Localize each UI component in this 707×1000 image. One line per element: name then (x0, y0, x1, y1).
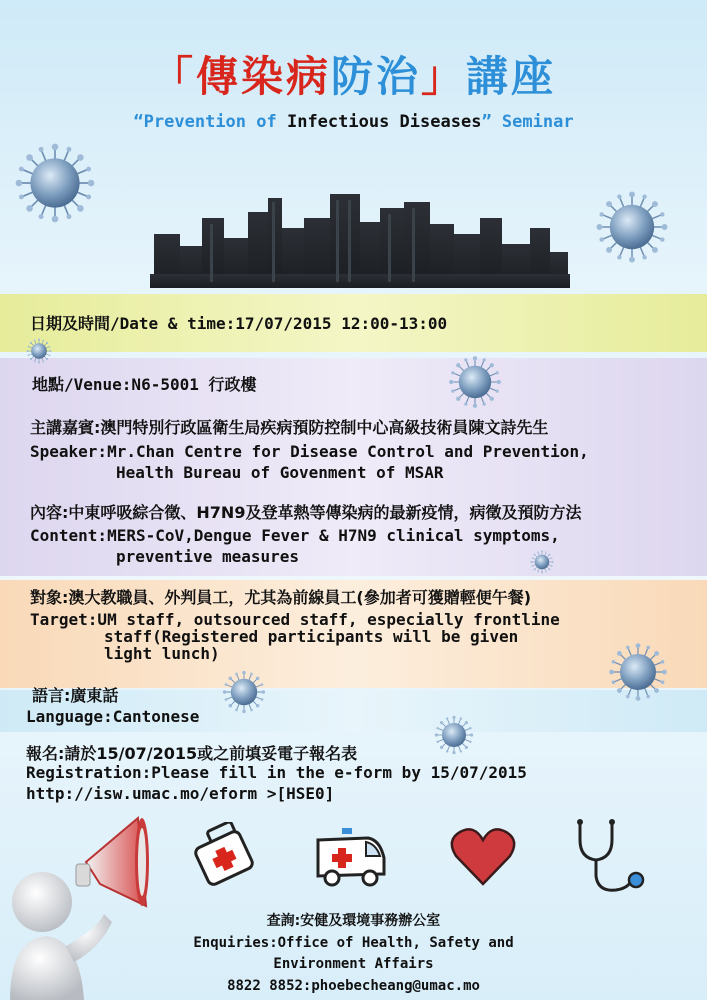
title-en-part3: ” Seminar (481, 112, 574, 132)
stethoscope-icon (572, 818, 652, 898)
city-skyline (150, 188, 570, 288)
title-english (0, 112, 707, 132)
content-en-line1: Content:MERS-CoV,Dengue Fever & H7N9 clinical symptoms, (30, 526, 560, 545)
speaker-en-line2: Health Bureau of Govenment of MSAR (116, 463, 444, 482)
virus-icon (595, 190, 669, 264)
speaker-en-line1: Speaker:Mr.Chan Centre for Disease Control and Prevention, (30, 442, 589, 461)
date-time-line: 日期及時間/Date & time:17/07/2015 12:00-13:00 (30, 314, 448, 333)
enquiries-contact[interactable]: 8822 8852:phoebecheang@umac.mo (227, 978, 480, 994)
virus-icon (434, 715, 474, 755)
registration-en: Registration:Please fill in the e-form by 15/07/2015 (26, 763, 527, 782)
enquiries-en-line1: Enquiries:Office of Health, Safety and (193, 935, 514, 951)
title-zh-part1: 傳染病 (195, 52, 331, 101)
enquiries-zh: 查詢:安健及環境事務辦公室 (266, 913, 441, 929)
title-en-part2: Infectious Diseases (286, 112, 482, 132)
virus-icon (222, 670, 266, 714)
title-zh-part3: 講座 (466, 52, 557, 101)
title-bracket-open: 「 (150, 52, 196, 101)
virus-icon (14, 142, 96, 224)
virus-icon (26, 338, 52, 364)
ambulance-icon (312, 826, 388, 888)
title-bracket-close: 」 (421, 52, 467, 101)
content-en-line2: preventive measures (116, 547, 300, 566)
target-en-line1: Target:UM staff, outsourced staff, especially frontline (30, 610, 560, 629)
enquiries-en-line2: Environment Affairs (273, 956, 434, 972)
language-zh: 語言:廣東話 (32, 686, 119, 705)
virus-icon (448, 355, 502, 409)
registration-link[interactable]: http://isw.umac.mo/eform >[HSE0] (26, 784, 335, 803)
title-en-quote: “ (133, 112, 144, 132)
target-zh: 對象:澳大教職員、外判員工，尤其為前線員工(參加者可獲贈輕便午餐) (30, 588, 532, 607)
registration-zh: 報名:請於15/07/2015或之前填妥電子報名表 (26, 744, 358, 763)
virus-icon (608, 642, 668, 702)
first-aid-kit-icon (194, 822, 260, 888)
target-en-line3: light lunch) (104, 644, 220, 663)
title-zh-part2: 防治 (330, 52, 421, 101)
target-en-line2: staff(Registered participants will be given (104, 627, 519, 646)
content-zh: 內容:中東呼吸綜合徵、H7N9及登革熱等傳染病的最新疫情，病徵及預防方法 (30, 503, 582, 522)
title-en-part1: Prevention of (143, 112, 287, 132)
venue-line: 地點/Venue:N6-5001 行政樓 (32, 375, 257, 394)
virus-icon (530, 550, 554, 574)
language-en: Language:Cantonese (26, 707, 200, 726)
title-chinese (0, 44, 707, 104)
heart-icon (448, 826, 518, 886)
speaker-zh: 主講嘉賓:澳門特別行政區衛生局疾病預防控制中心高級技術員陳文詩先生 (30, 418, 549, 437)
